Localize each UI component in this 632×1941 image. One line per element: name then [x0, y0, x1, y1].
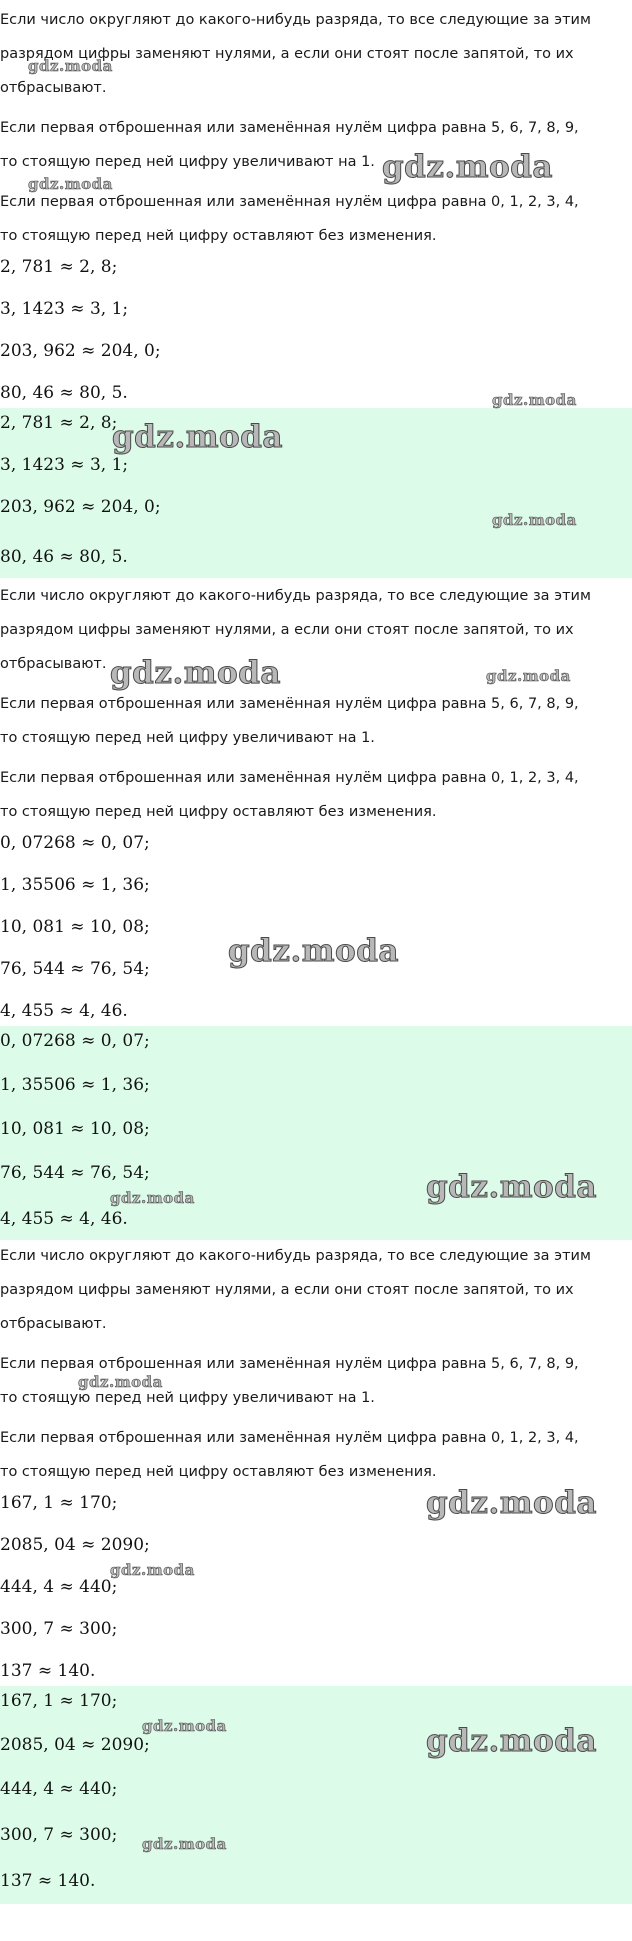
rule-line: отбрасывают.	[0, 656, 107, 672]
watermark: gdz.moda	[426, 1169, 597, 1205]
example-line: 4, 455 ≈ 4, 46.	[0, 1001, 128, 1021]
example-line: 203, 962 ≈ 204, 0;	[0, 341, 161, 361]
answer-line: 300, 7 ≈ 300;	[0, 1825, 118, 1845]
answer-line: 2085, 04 ≈ 2090;	[0, 1735, 150, 1755]
answer-line: 137 ≈ 140.	[0, 1871, 96, 1891]
watermark: gdz.moda	[112, 419, 283, 455]
example-line: 10, 081 ≈ 10, 08;	[0, 917, 150, 937]
answer-line: 1, 35506 ≈ 1, 36;	[0, 1075, 150, 1095]
answer-block	[0, 1686, 632, 1904]
example-line: 3, 1423 ≈ 3, 1;	[0, 299, 129, 319]
rule-line: то стоящую перед ней цифру оставляют без изменения.	[0, 228, 437, 244]
watermark: gdz.moda	[28, 175, 113, 193]
rule-line: то стоящую перед ней цифру увеличивают на 1.	[0, 154, 375, 170]
rule-line: отбрасывают.	[0, 1316, 107, 1332]
example-line: 80, 46 ≈ 80, 5.	[0, 383, 128, 403]
rule-line: Если первая отброшенная или заменённая нулём цифра равна 5, 6, 7, 8, 9,	[0, 1356, 579, 1372]
watermark: gdz.moda	[110, 1189, 195, 1207]
rule-line: то стоящую перед ней цифру оставляют без изменения.	[0, 1464, 437, 1480]
answer-line: 167, 1 ≈ 170;	[0, 1691, 118, 1711]
rule-line: Если первая отброшенная или заменённая нулём цифра равна 0, 1, 2, 3, 4,	[0, 1430, 579, 1446]
watermark: gdz.moda	[426, 1485, 597, 1521]
answer-line: 2, 781 ≈ 2, 8;	[0, 413, 118, 433]
rule-line: разрядом цифры заменяют нулями, а если они стоят после запятой, то их	[0, 1282, 574, 1298]
answer-line: 76, 544 ≈ 76, 54;	[0, 1163, 150, 1183]
answer-line: 444, 4 ≈ 440;	[0, 1779, 118, 1799]
rule-line: Если первая отброшенная или заменённая нулём цифра равна 0, 1, 2, 3, 4,	[0, 194, 579, 210]
answer-line: 4, 455 ≈ 4, 46.	[0, 1209, 128, 1229]
watermark: gdz.moda	[382, 149, 553, 185]
rule-line: разрядом цифры заменяют нулями, а если они стоят после запятой, то их	[0, 46, 574, 62]
example-line: 300, 7 ≈ 300;	[0, 1619, 118, 1639]
answer-line: 203, 962 ≈ 204, 0;	[0, 497, 161, 517]
watermark: gdz.moda	[28, 57, 113, 75]
rule-line: Если число округляют до какого-нибудь разряда, то все следующие за этим	[0, 1248, 591, 1264]
watermark: gdz.moda	[142, 1835, 227, 1853]
rule-line: то стоящую перед ней цифру увеличивают на 1.	[0, 1390, 375, 1406]
watermark: gdz.moda	[492, 511, 577, 529]
watermark: gdz.moda	[110, 655, 281, 691]
answer-line: 10, 081 ≈ 10, 08;	[0, 1119, 150, 1139]
example-line: 137 ≈ 140.	[0, 1661, 96, 1681]
example-line: 76, 544 ≈ 76, 54;	[0, 959, 150, 979]
example-line: 1, 35506 ≈ 1, 36;	[0, 875, 150, 895]
rule-line: отбрасывают.	[0, 80, 107, 96]
rule-line: Если первая отброшенная или заменённая нулём цифра равна 5, 6, 7, 8, 9,	[0, 696, 579, 712]
answer-line: 80, 46 ≈ 80, 5.	[0, 547, 128, 567]
watermark: gdz.moda	[492, 391, 577, 409]
watermark: gdz.moda	[110, 1561, 195, 1579]
watermark: gdz.moda	[142, 1717, 227, 1735]
answer-block	[0, 1026, 632, 1240]
example-line: 2, 781 ≈ 2, 8;	[0, 257, 118, 277]
rule-line: разрядом цифры заменяют нулями, а если они стоят после запятой, то их	[0, 622, 574, 638]
watermark: gdz.moda	[228, 933, 399, 969]
answer-line: 0, 07268 ≈ 0, 07;	[0, 1031, 150, 1051]
watermark: gdz.moda	[78, 1373, 163, 1391]
answer-block	[0, 408, 632, 578]
rule-line: Если первая отброшенная или заменённая нулём цифра равна 0, 1, 2, 3, 4,	[0, 770, 579, 786]
example-line: 167, 1 ≈ 170;	[0, 1493, 118, 1513]
watermark: gdz.moda	[486, 667, 571, 685]
example-line: 2085, 04 ≈ 2090;	[0, 1535, 150, 1555]
rule-line: то стоящую перед ней цифру оставляют без изменения.	[0, 804, 437, 820]
watermark: gdz.moda	[426, 1723, 597, 1759]
rule-line: то стоящую перед ней цифру увеличивают на 1.	[0, 730, 375, 746]
rule-line: Если число округляют до какого-нибудь разряда, то все следующие за этим	[0, 588, 591, 604]
rule-line: Если первая отброшенная или заменённая нулём цифра равна 5, 6, 7, 8, 9,	[0, 120, 579, 136]
rule-line: Если число округляют до какого-нибудь разряда, то все следующие за этим	[0, 12, 591, 28]
example-line: 444, 4 ≈ 440;	[0, 1577, 118, 1597]
example-line: 0, 07268 ≈ 0, 07;	[0, 833, 150, 853]
answer-line: 3, 1423 ≈ 3, 1;	[0, 455, 129, 475]
